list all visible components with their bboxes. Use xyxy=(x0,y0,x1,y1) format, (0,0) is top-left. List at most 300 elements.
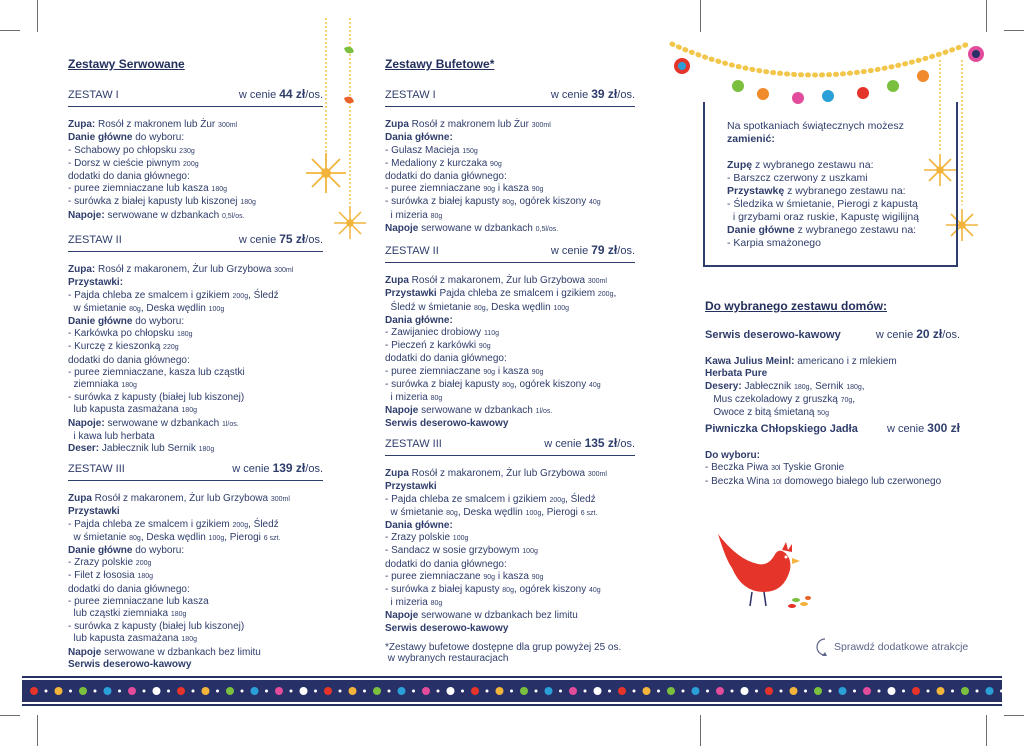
menu-line-bold: Napoje xyxy=(68,646,102,658)
folk-dot xyxy=(388,690,391,693)
folk-motif xyxy=(300,687,308,695)
price-suffix: /os. xyxy=(617,89,635,101)
menu-line-bold: Dania główne: xyxy=(385,520,453,532)
menu-line xyxy=(68,506,323,518)
folk-dot xyxy=(143,690,146,693)
price-value: 139 zł xyxy=(272,461,306,475)
menu-line-quantity: 1l/os. xyxy=(535,408,553,416)
menu-line-bold: Przystawki: xyxy=(68,277,124,289)
folk-motif xyxy=(839,687,847,695)
menu-line-text: - Pajda chleba ze smalcem i gzikiem xyxy=(68,518,233,530)
folk-motif xyxy=(790,687,798,695)
menu-line xyxy=(385,158,635,171)
menu-line-text: - Sandacz w sosie grzybowym xyxy=(385,545,523,557)
menu-line xyxy=(68,328,323,341)
folk-dot xyxy=(241,690,244,693)
folk-dot xyxy=(167,690,170,693)
menu-line xyxy=(68,316,323,328)
menu-line-bold: Zupa: xyxy=(68,264,96,276)
menu-line-text: serwowane w dzbankach xyxy=(418,405,536,417)
set-header xyxy=(68,233,323,252)
folk-pattern xyxy=(22,680,1002,702)
folk-dot xyxy=(314,690,317,693)
menu-line-text: - Filet z łososia xyxy=(68,570,138,582)
menu-line xyxy=(68,392,323,404)
menu-line xyxy=(68,132,323,144)
menu-line-text: w śmietanie xyxy=(385,506,447,518)
menu-line-text: - puree ziemniaczane xyxy=(385,183,484,195)
folk-dot xyxy=(633,690,636,693)
menu-line xyxy=(385,392,635,405)
menu-line-text: lub kapusta zasmażana xyxy=(68,404,182,416)
menu-line xyxy=(385,571,635,584)
menu-line xyxy=(68,608,323,621)
price-value: 135 zł xyxy=(584,436,618,450)
menu-line xyxy=(68,418,323,431)
home-section-title: Do wybranego zestawu domów: xyxy=(705,299,888,313)
middle-section-title: Zestawy Bufetowe* xyxy=(385,57,495,71)
menu-line-text: serwowane w dzbankach bez limitu xyxy=(418,610,578,622)
price-suffix: /os. xyxy=(942,329,960,341)
menu-line-text: - surówka z białej kapusty xyxy=(385,584,503,596)
folk-dot xyxy=(584,690,587,693)
menu-line-text: , Sernik xyxy=(809,380,847,392)
folk-dot xyxy=(731,690,734,693)
menu-line-text: - Zrazy polskie xyxy=(68,557,136,569)
menu-line xyxy=(68,196,323,209)
extra-attractions-link[interactable] xyxy=(812,636,968,658)
folk-dot xyxy=(755,690,758,693)
folk-motif xyxy=(986,687,994,695)
left-set-2 xyxy=(68,233,323,456)
menu-line xyxy=(68,570,323,583)
menu-line-text: americano i z mlekiem xyxy=(794,356,897,368)
menu-line xyxy=(385,494,635,507)
folk-motif xyxy=(471,687,479,695)
menu-line-text: Rosół z makaronem, Żur lub Grzybowa xyxy=(408,468,588,480)
band-top-line xyxy=(22,676,1002,678)
menu-line-text: - surówka z białej kapusty lub kiszonej xyxy=(68,196,241,208)
menu-line-quantity: 80g xyxy=(502,587,514,595)
menu-line-text: - puree ziemniaczane lub kasza xyxy=(68,183,212,195)
menu-line-quantity: 80g xyxy=(430,600,443,608)
menu-line-text: Na spotkaniach świątecznych możesz xyxy=(727,120,904,132)
menu-line-quantity: 180g xyxy=(121,382,137,390)
menu-line-text: - Śledzika w śmietanie, Pierogi z kapustą xyxy=(727,198,918,210)
price-prefix: w cenie xyxy=(232,463,273,475)
menu-line-text: , Deska wędlin xyxy=(140,531,209,543)
menu-line xyxy=(705,462,960,475)
price-value: 44 zł xyxy=(279,87,306,101)
menu-line-text: Jabłecznik xyxy=(741,380,794,392)
folk-dot xyxy=(94,690,97,693)
menu-line-quantity: 90g xyxy=(531,573,544,581)
price-suffix: /os. xyxy=(305,89,323,101)
menu-line-bold: Dania główne: xyxy=(385,132,453,144)
menu-line xyxy=(727,237,919,250)
folk-motif xyxy=(373,687,381,695)
menu-line xyxy=(68,633,323,646)
menu-line-text: , xyxy=(613,288,617,300)
set-name: ZESTAW III xyxy=(68,463,125,475)
menu-line-quantity: 80g xyxy=(129,534,141,542)
menu-line xyxy=(68,379,323,392)
folk-motif xyxy=(716,687,724,695)
menu-line-text: serwowane w dzbankach bez limitu xyxy=(101,646,261,658)
menu-line xyxy=(727,172,919,185)
menu-line-text: - surówka z białej kapusty xyxy=(385,196,503,208)
menu-line xyxy=(385,379,635,392)
menu-line xyxy=(385,597,635,610)
menu-line xyxy=(705,368,960,380)
menu-line-quantity: 90g xyxy=(490,160,502,168)
menu-line-text: i kawa lub herbata xyxy=(68,430,155,442)
folk-motif xyxy=(128,687,136,695)
menu-line-text: , xyxy=(852,393,856,405)
menu-line-text: serwowane w dzbankach xyxy=(104,209,222,221)
menu-line xyxy=(705,476,960,489)
menu-line-text: Pajda chleba ze smalcem i gzikiem xyxy=(436,288,598,300)
menu-line-text: - Schabowy po chłopsku xyxy=(68,144,180,156)
folk-dot xyxy=(437,690,440,693)
menu-line-bold: Przystawkę xyxy=(727,185,785,197)
folk-motif xyxy=(618,687,626,695)
menu-line-quantity: 40g xyxy=(589,381,601,389)
menu-line-bold: Zupa xyxy=(385,468,409,480)
menu-line-text: w śmietanie xyxy=(68,531,130,543)
menu-line-bold: Herbata Pure xyxy=(705,368,768,380)
hen-illustration xyxy=(712,530,822,620)
folk-motif xyxy=(226,687,234,695)
menu-line-text: dodatki do dania głównego: xyxy=(385,558,507,570)
menu-line-bold: Zupa xyxy=(385,275,409,287)
menu-line-bold: Zupa: xyxy=(68,119,96,131)
set-header xyxy=(385,244,635,263)
menu-line-text: Tyskie Gronie xyxy=(780,462,845,474)
menu-line-text: , Deska wędlin xyxy=(457,506,526,518)
folk-motif xyxy=(30,687,38,695)
folk-dot xyxy=(192,690,195,693)
menu-line-quantity: 100g xyxy=(208,534,225,542)
folk-motif xyxy=(765,687,773,695)
set-name: ZESTAW III xyxy=(385,438,442,450)
crop-mark xyxy=(1004,715,1024,716)
menu-line-bold: Napoje xyxy=(385,405,419,417)
folk-motif xyxy=(520,687,528,695)
menu-line xyxy=(68,404,323,417)
menu-line xyxy=(385,559,635,571)
folk-motif xyxy=(153,687,161,695)
menu-line-bold: Dania główne: xyxy=(385,314,453,326)
menu-line-text: serwowane w dzbankach xyxy=(104,417,222,429)
set-price xyxy=(232,462,323,475)
menu-line-quantity: 100g xyxy=(522,548,538,556)
menu-line-text: i mizeria xyxy=(385,209,431,221)
menu-line xyxy=(727,185,919,198)
menu-line-text: domowego białego lub czerwonego xyxy=(781,475,942,487)
menu-line-quantity: 70g xyxy=(840,396,853,404)
menu-line-quantity: 100g xyxy=(208,305,225,313)
menu-line-text: - Zawijaniec drobiowy xyxy=(385,327,484,339)
folk-dot xyxy=(657,690,660,693)
menu-line-text: - puree ziemniaczane xyxy=(385,570,484,582)
menu-line xyxy=(68,519,323,532)
folk-motif xyxy=(447,687,455,695)
menu-line-quantity: 300ml xyxy=(531,122,551,130)
menu-line-text: lub cząstki ziemniaka xyxy=(68,608,171,620)
menu-line xyxy=(385,507,635,520)
menu-line-quantity: 180g xyxy=(181,407,197,415)
set-price xyxy=(551,244,635,257)
dessert-set xyxy=(705,328,960,420)
folk-dot xyxy=(853,690,856,693)
folk-motif xyxy=(692,687,700,695)
folk-motif xyxy=(643,687,651,695)
folk-motif xyxy=(496,687,504,695)
set-price xyxy=(551,88,635,101)
footnote xyxy=(385,642,621,664)
crop-mark xyxy=(0,30,20,31)
menu-line-text: do wyboru: xyxy=(132,316,185,328)
set-price xyxy=(876,328,960,341)
menu-line xyxy=(68,659,323,671)
menu-line-text: , ogórek kiszony xyxy=(513,196,590,208)
menu-line-bold: Serwis deserowo-kawowy xyxy=(385,418,509,430)
menu-line-quantity: 90g xyxy=(483,573,496,581)
menu-line-text: Rosół z makaronem, Żur lub Grzybowa xyxy=(91,493,271,505)
menu-line-quantity: 200g xyxy=(597,291,614,299)
menu-line-quantity: 180g xyxy=(793,383,810,391)
menu-line-text: - Zrazy polskie xyxy=(385,532,453,544)
menu-line xyxy=(68,557,323,570)
folk-motif xyxy=(79,687,87,695)
menu-line xyxy=(385,545,635,558)
menu-line-text: dodatki do dania głównego: xyxy=(68,583,190,595)
menu-line-text: Mus czekoladowy z gruszką xyxy=(705,393,841,405)
menu-line xyxy=(385,520,635,532)
menu-line-quantity: 180g xyxy=(211,186,227,194)
set-header xyxy=(68,88,323,107)
menu-line xyxy=(68,621,323,633)
set-price xyxy=(544,437,635,450)
menu-line-text: - Medaliony z kurczaka xyxy=(385,157,491,169)
menu-line-quantity: 200g xyxy=(232,521,249,529)
menu-line-text: - puree ziemniaczane lub kasza xyxy=(68,595,209,607)
menu-line-quantity: 200g xyxy=(135,560,152,568)
cellar-set xyxy=(705,422,960,489)
menu-line xyxy=(68,545,323,557)
menu-line-bold: Napoje: xyxy=(68,209,105,221)
menu-line-text: - surówka z białej kapusty xyxy=(385,378,503,390)
menu-line-quantity: 180g xyxy=(181,636,197,644)
menu-line-quantity: 180g xyxy=(846,383,862,391)
menu-line xyxy=(68,277,323,289)
menu-line xyxy=(727,224,919,237)
menu-line xyxy=(385,288,635,301)
set-name: Piwniczka Chłopskiego Jadła xyxy=(705,423,858,435)
price-prefix: w cenie xyxy=(238,234,280,246)
menu-line xyxy=(68,584,323,596)
menu-line-quantity: 90g xyxy=(483,186,496,194)
menu-line-text: , Śledź xyxy=(248,289,279,301)
crop-mark xyxy=(986,0,987,32)
menu-line-text: dodatki do dania głównego: xyxy=(68,354,190,366)
menu-line-bold: Danie główne xyxy=(68,545,133,557)
folk-motif xyxy=(349,687,357,695)
menu-line xyxy=(68,171,323,183)
folk-dot xyxy=(706,690,709,693)
menu-line-quantity: 80g xyxy=(502,199,514,207)
menu-line-quantity: 0,5l/os. xyxy=(535,225,559,233)
crop-mark xyxy=(986,715,987,746)
menu-line xyxy=(705,381,960,394)
menu-line-text: do wyboru: xyxy=(132,132,185,144)
folk-dot xyxy=(535,690,538,693)
menu-line-text: - Karpia smażonego xyxy=(727,237,821,249)
menu-line xyxy=(727,133,919,146)
folk-dot xyxy=(682,690,685,693)
menu-line xyxy=(385,275,635,288)
menu-line-quantity: 90g xyxy=(531,368,544,376)
price-prefix: w cenie xyxy=(550,245,592,257)
folk-dot xyxy=(780,690,783,693)
menu-line xyxy=(385,171,635,183)
menu-line xyxy=(727,120,919,133)
middle-set-3 xyxy=(385,437,635,635)
hanging-ornaments-left xyxy=(300,18,380,248)
menu-line-quantity: 90g xyxy=(531,186,544,194)
set-name: ZESTAW I xyxy=(68,89,119,101)
footnote-line-1: *Zestawy bufetowe dostępne dla grup powyżej 25 os. xyxy=(385,642,622,653)
band-bottom-line xyxy=(22,704,1002,706)
menu-line-text: , Deska wędlin xyxy=(485,301,554,313)
menu-line-bold: Danie główne xyxy=(727,224,795,236)
menu-line-quantity: 1l/os. xyxy=(221,420,239,428)
menu-line xyxy=(705,407,960,420)
menu-line xyxy=(385,584,635,597)
folk-motif xyxy=(275,687,283,695)
menu-line xyxy=(68,341,323,354)
price-prefix: w cenie xyxy=(875,329,917,341)
menu-line-bold: Kawa Julius Meinl: xyxy=(705,356,795,368)
menu-line xyxy=(385,623,635,635)
price-suffix: /os. xyxy=(305,234,323,246)
menu-line xyxy=(385,610,635,622)
folk-dot xyxy=(290,690,293,693)
menu-line xyxy=(385,353,635,365)
menu-line-text: - Gulasz Macieja xyxy=(385,144,463,156)
menu-line xyxy=(705,394,960,407)
folk-dot xyxy=(829,690,832,693)
folk-motif xyxy=(863,687,871,695)
menu-line-bold: Zupa xyxy=(68,493,92,505)
folk-dot xyxy=(927,690,930,693)
fold-mark xyxy=(700,715,701,746)
menu-line-quantity: 220g xyxy=(163,344,179,352)
menu-line xyxy=(68,303,323,316)
price-value: 39 zł xyxy=(591,87,618,101)
menu-line xyxy=(68,183,323,196)
set-name: Serwis deserowo-kawowy xyxy=(705,329,841,341)
folk-dot xyxy=(486,690,489,693)
folk-dot xyxy=(45,690,48,693)
menu-line xyxy=(705,450,960,462)
folk-dot xyxy=(1000,690,1002,693)
menu-line-text: , Pierogi xyxy=(541,506,581,518)
menu-line-text: Rosół z makronem lub Żur xyxy=(408,119,532,131)
menu-line-bold: Serwis deserowo-kawowy xyxy=(68,658,192,670)
menu-line xyxy=(385,119,635,132)
menu-line-quantity: 90g xyxy=(483,368,496,376)
menu-line xyxy=(68,367,323,379)
menu-line xyxy=(68,596,323,608)
middle-set-1 xyxy=(385,88,635,236)
set-name: ZESTAW II xyxy=(385,245,439,257)
menu-line-quantity: 40g xyxy=(589,199,601,207)
middle-set-2 xyxy=(385,244,635,431)
crop-mark xyxy=(0,715,20,716)
menu-line-text: ziemniaka xyxy=(68,379,122,391)
menu-line-bold: Zupa xyxy=(385,119,409,131)
menu-line xyxy=(727,146,919,159)
menu-line-text: - puree ziemniaczane, kasza lub cząstki xyxy=(68,366,245,378)
left-section-title: Zestawy Serwowane xyxy=(68,57,185,71)
menu-line-bold: Przystawki xyxy=(68,506,120,518)
menu-line-quantity: 200g xyxy=(183,160,199,168)
menu-line xyxy=(385,327,635,340)
menu-line xyxy=(68,145,323,158)
menu-line-text: Rosół z makronem lub Żur xyxy=(95,119,219,131)
menu-line-text: Owoce z bitą śmietaną xyxy=(705,407,818,419)
menu-line-text: , Deska wędlin xyxy=(140,302,209,314)
menu-line-quantity: 80g xyxy=(430,395,443,403)
menu-line-text: - surówka z kapusty (białej lub kiszonej) xyxy=(68,621,245,633)
menu-line xyxy=(68,493,323,506)
menu-line-quantity: 30l xyxy=(771,465,781,473)
menu-line-quantity: 300ml xyxy=(587,471,607,479)
menu-line-quantity: 300ml xyxy=(274,267,294,275)
price-suffix: /os. xyxy=(617,438,635,450)
folk-motif xyxy=(251,687,259,695)
menu-line xyxy=(68,532,323,545)
menu-line-quantity: 6 szt. xyxy=(263,534,281,542)
folk-motif xyxy=(937,687,945,695)
folk-motif xyxy=(177,687,185,695)
menu-line-quantity: 6 szt. xyxy=(580,509,598,517)
folk-motif xyxy=(55,687,63,695)
menu-line-bold: Deser: xyxy=(68,443,100,455)
menu-line-text: lub kapusta zasmażana xyxy=(68,633,182,645)
menu-line-quantity: 80g xyxy=(446,509,458,517)
set-header xyxy=(705,328,960,346)
price-prefix: w cenie xyxy=(544,438,585,450)
swap-options-text xyxy=(727,120,919,250)
menu-line-bold: Do wyboru: xyxy=(705,450,760,462)
menu-line xyxy=(385,468,635,481)
folk-dot xyxy=(363,690,366,693)
price-value: 75 zł xyxy=(279,232,306,246)
menu-line-text: , ogórek kiszony xyxy=(513,378,590,390)
folk-pattern-band xyxy=(22,680,1002,702)
menu-line-text: - Beczka Wina xyxy=(705,475,773,487)
arrow-circle-icon xyxy=(812,636,828,658)
folk-motif xyxy=(545,687,553,695)
menu-line xyxy=(385,315,635,327)
menu-line-text: i kasza xyxy=(495,365,532,377)
folk-dot xyxy=(608,690,611,693)
menu-line-quantity: 150g xyxy=(462,147,478,155)
folk-motif xyxy=(324,687,332,695)
